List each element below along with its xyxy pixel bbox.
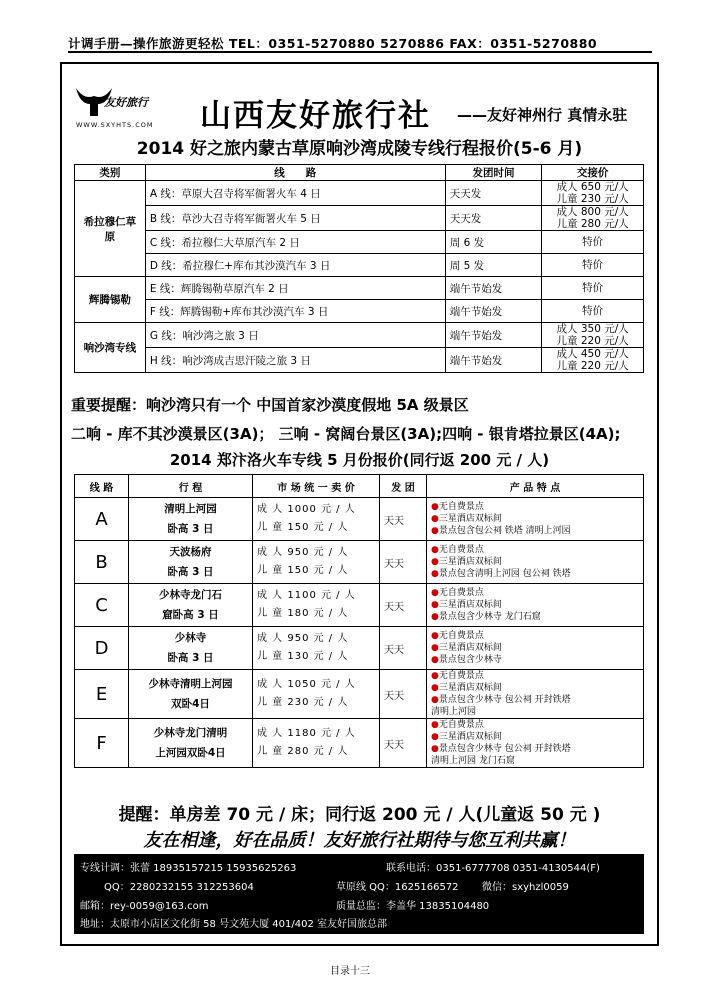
- depart-cell: 端午节始发: [445, 300, 542, 323]
- column-header: 行 程: [129, 475, 253, 498]
- price-cell: [253, 719, 380, 768]
- child-price: 儿童 220 元/人: [556, 335, 629, 347]
- depart-cell: 周 5 发: [445, 254, 542, 277]
- red-bullet-icon: ●: [431, 643, 439, 653]
- feature-line: 无自费景点: [438, 631, 484, 641]
- route-cell: A 线：草原大召寺将军衙署火车 4 日: [145, 181, 445, 206]
- itinerary-line: 卧高 3 日: [167, 566, 214, 578]
- section1-title: 2014 好之旅内蒙古草原响沙湾成陵专线行程报价(5-6 月): [136, 139, 583, 159]
- depart-cell: 天天: [380, 584, 427, 627]
- category-cell: 辉腾锡勒: [75, 277, 146, 323]
- column-header: 类别: [75, 165, 146, 181]
- price-cell: 特价: [542, 300, 644, 323]
- red-bullet-icon: ●: [431, 514, 439, 524]
- price-cell: 特价: [542, 277, 644, 300]
- feature-line: 景点包含少林寺 包公祠 开封铁塔: [438, 744, 571, 754]
- red-bullet-icon: ●: [431, 612, 439, 622]
- phone-contact: 联系电话：0351-6777708 0351-4130544(F): [386, 863, 600, 874]
- features-cell: [427, 627, 644, 670]
- price-cell: [542, 323, 644, 348]
- category-cell: 希拉穆仁草原: [75, 181, 146, 277]
- red-bullet-icon: ●: [431, 557, 439, 567]
- price-cell: [542, 348, 644, 373]
- route-code: F: [75, 719, 129, 768]
- header-divider: [68, 51, 652, 53]
- depart-cell: 端午节始发: [445, 323, 542, 348]
- itinerary-line: 少林寺: [174, 632, 207, 644]
- table-row: [75, 584, 644, 627]
- column-header: 发 团: [380, 475, 427, 498]
- itinerary-line: 清明上河园: [164, 503, 217, 515]
- column-header: 发团时间: [445, 165, 542, 181]
- adult-price: 成人 450 元/人: [556, 348, 629, 360]
- single-room-tip: 提醒：单房差 70 元 / 床；同行返 200 元 / 人(儿童返 50 元 ): [118, 805, 601, 825]
- price-line: 成 人 1180 元 / 人: [257, 728, 356, 739]
- feature-line: 无自费景点: [438, 720, 484, 730]
- child-price: 儿童 280 元/人: [556, 218, 629, 230]
- feature-line: 景点包含少林寺: [438, 655, 502, 665]
- itinerary-cell: [129, 541, 253, 584]
- features-cell: [427, 541, 644, 584]
- table-row: [75, 323, 644, 348]
- price-cell: [253, 584, 380, 627]
- feature-line: 无自费景点: [438, 502, 484, 512]
- itinerary-line: 少林寺龙门清明: [153, 727, 228, 739]
- table-header-row: [75, 475, 644, 498]
- depart-cell: 天天: [380, 719, 427, 768]
- red-bullet-icon: ●: [431, 600, 439, 610]
- route-code: E: [75, 670, 129, 719]
- table-row: [75, 254, 644, 277]
- table-row: [75, 277, 644, 300]
- price-line: 成 人 950 元 / 人: [257, 633, 349, 644]
- depart-cell: 天天发: [445, 181, 542, 206]
- red-bullet-icon: ●: [431, 683, 439, 693]
- table-row: [75, 627, 644, 670]
- zhengbianluo-price-table: [74, 474, 644, 768]
- red-bullet-icon: ●: [431, 631, 439, 641]
- table-row: [75, 719, 644, 768]
- price-line: 儿 童 230 元 / 人: [257, 697, 349, 708]
- column-header: 线 路: [145, 165, 445, 181]
- feature-line: 景点包含清明上河园 包公祠 铁塔: [438, 569, 571, 579]
- scenic-area-note: 二响 - 库不其沙漠景区(3A)； 三响 - 窝阔台景区(3A);四响 - 银肯塔拉景区(4A);: [71, 425, 621, 443]
- red-bullet-icon: ●: [431, 588, 439, 598]
- itinerary-cell: [129, 584, 253, 627]
- route-cell: C 线：希拉穆仁大草原汽车 2 日: [145, 231, 445, 254]
- feature-line: 清明上河园 龙门石窟: [431, 756, 515, 766]
- route-code: C: [75, 584, 129, 627]
- company-name: 山西友好旅行社: [200, 98, 431, 134]
- adult-price: 成人 350 元/人: [556, 323, 629, 335]
- important-note: 重要提醒：响沙湾只有一个 中国首家沙漠度假地 5A 级景区: [71, 396, 469, 414]
- route-cell: G 线：响沙湾之旅 3 日: [145, 323, 445, 348]
- feature-line: 三星酒店双标间: [438, 643, 502, 653]
- table-header-row: [75, 165, 644, 181]
- depart-cell: 周 6 发: [445, 231, 542, 254]
- company-motto: 友在相逢，好在品质！友好旅行社期待与您互利共赢！: [143, 830, 576, 851]
- route-cell: H 线：响沙湾成吉思汗陵之旅 3 日: [145, 348, 445, 373]
- price-line: 成 人 1000 元 / 人: [257, 504, 356, 515]
- route-cell: D 线：希拉穆仁+库布其沙漠汽车 3 日: [145, 254, 445, 277]
- section2-title: 2014 郑汴洛火车专线 5 月份报价(同行返 200 元 / 人): [169, 451, 550, 469]
- red-bullet-icon: ●: [431, 744, 439, 754]
- red-bullet-icon: ●: [431, 671, 439, 681]
- price-cell: [253, 627, 380, 670]
- feature-line: 无自费景点: [438, 545, 484, 555]
- red-bullet-icon: ●: [431, 545, 439, 555]
- company-slogan: ——友好神州行 真情永驻: [457, 106, 628, 124]
- itinerary-line: 少林寺龙门石: [159, 589, 222, 601]
- route-code: B: [75, 541, 129, 584]
- feature-line: 景点包含少林寺 包公祠 开封铁塔: [438, 695, 571, 705]
- itinerary-line: 天波杨府: [169, 546, 212, 558]
- itinerary-cell: [129, 670, 253, 719]
- company-logo: [74, 82, 194, 134]
- features-cell: [427, 719, 644, 768]
- route-code: D: [75, 627, 129, 670]
- itinerary-cell: [129, 719, 253, 768]
- page-number: 目录十三: [330, 966, 370, 977]
- price-cell: [253, 498, 380, 541]
- column-header: 交接价: [542, 165, 644, 181]
- route-cell: E 线：辉腾锡勒草原汽车 2 日: [145, 277, 445, 300]
- table-row: [75, 231, 644, 254]
- price-line: 儿 童 180 元 / 人: [257, 608, 349, 619]
- adult-price: 成人 800 元/人: [556, 206, 629, 218]
- route-cell: F 线：辉腾锡勒+库布其沙漠汽车 3 日: [145, 300, 445, 323]
- price-line: 儿 童 280 元 / 人: [257, 746, 349, 757]
- depart-cell: 天天: [380, 498, 427, 541]
- contact-panel: [74, 854, 644, 934]
- red-bullet-icon: ●: [431, 502, 439, 512]
- adult-price: 成人 650 元/人: [556, 181, 629, 193]
- itinerary-cell: [129, 498, 253, 541]
- red-bullet-icon: ●: [431, 720, 439, 730]
- qq-contact: QQ：2280232155 312253604: [104, 882, 254, 893]
- price-line: 成 人 1100 元 / 人: [257, 590, 356, 601]
- quality-director: 质量总监：李盖华 13835104480: [336, 901, 490, 912]
- feature-line: 三星酒店双标间: [438, 600, 502, 610]
- feature-line: 景点包含少林寺 龙门石窟: [438, 612, 541, 622]
- itinerary-line: 窟卧高 3 日: [162, 609, 219, 621]
- table-row: [75, 498, 644, 541]
- price-cell: 特价: [542, 231, 644, 254]
- itinerary-line: 上河园双卧4日: [155, 747, 226, 759]
- address: 地址：太原市小店区文化街 58 号文苑大厦 401/402 室友好国旅总部: [80, 919, 387, 930]
- features-cell: [427, 670, 644, 719]
- logo-url: WWW.SXYHTS.COM: [76, 121, 154, 129]
- feature-line: 清明上河园: [431, 707, 477, 717]
- itinerary-line: 卧高 3 日: [167, 523, 214, 535]
- price-line: 成 人 950 元 / 人: [257, 547, 349, 558]
- child-price: 儿童 220 元/人: [556, 360, 629, 372]
- wechat-contact: 微信：sxyhzl0059: [482, 882, 569, 893]
- child-price: 儿童 230 元/人: [556, 193, 629, 205]
- route-cell: B 线：草沙大召寺将军衙署火车 5 日: [145, 206, 445, 231]
- price-line: 儿 童 150 元 / 人: [257, 522, 349, 533]
- planner-contact: 专线计调：张蕾 18935157215 15935625263: [80, 863, 297, 874]
- depart-cell: 天天: [380, 627, 427, 670]
- itinerary-line: 双卧4日: [171, 698, 210, 710]
- itinerary-cell: [129, 627, 253, 670]
- price-cell: [542, 181, 644, 206]
- column-header: 市 场 统 一 卖 价: [253, 475, 380, 498]
- column-header: 线 路: [75, 475, 129, 498]
- table-row: [75, 181, 644, 206]
- price-cell: [542, 206, 644, 231]
- route-code: A: [75, 498, 129, 541]
- feature-line: 三星酒店双标间: [438, 732, 502, 742]
- feature-line: 三星酒店双标间: [438, 557, 502, 567]
- price-line: 儿 童 130 元 / 人: [257, 651, 349, 662]
- feature-line: 三星酒店双标间: [438, 514, 502, 524]
- depart-cell: 天天: [380, 541, 427, 584]
- table-row: [75, 670, 644, 719]
- feature-line: 无自费景点: [438, 588, 484, 598]
- table-row: [75, 348, 644, 373]
- email-contact[interactable]: 邮箱：rey-0059@163.com: [80, 901, 209, 912]
- table-row: [75, 541, 644, 584]
- feature-line: 三星酒店双标间: [438, 683, 502, 693]
- price-cell: [253, 670, 380, 719]
- itinerary-line: 少林寺清明上河园: [148, 678, 233, 690]
- category-cell: 响沙湾专线: [75, 323, 146, 373]
- price-line: 儿 童 150 元 / 人: [257, 565, 349, 576]
- feature-line: 无自费景点: [438, 671, 484, 681]
- logo-text: 友好旅行: [104, 96, 148, 109]
- itinerary-line: 卧高 3 日: [167, 652, 214, 664]
- depart-cell: 端午节始发: [445, 348, 542, 373]
- price-line: 成 人 1050 元 / 人: [257, 679, 356, 690]
- inner-mongolia-price-table: [74, 164, 644, 373]
- red-bullet-icon: ●: [431, 655, 439, 665]
- red-bullet-icon: ●: [431, 526, 439, 536]
- red-bullet-icon: ●: [431, 695, 439, 705]
- features-cell: [427, 584, 644, 627]
- price-cell: 特价: [542, 254, 644, 277]
- depart-cell: 天天发: [445, 206, 542, 231]
- red-bullet-icon: ●: [431, 569, 439, 579]
- grass-qq-contact: 草原线 QQ：1625166572: [336, 882, 459, 893]
- feature-line: 景点包含包公祠 铁塔 清明上河园: [438, 526, 571, 536]
- header-bar: 计调手册—操作旅游更轻松 TEL：0351-5270880 5270886 FAX：0351-5270880: [68, 36, 598, 51]
- depart-cell: 天天: [380, 670, 427, 719]
- red-bullet-icon: ●: [431, 732, 439, 742]
- depart-cell: 端午节始发: [445, 277, 542, 300]
- features-cell: [427, 498, 644, 541]
- table-row: [75, 206, 644, 231]
- price-cell: [253, 541, 380, 584]
- column-header: 产 品 特 点: [427, 475, 644, 498]
- table-row: [75, 300, 644, 323]
